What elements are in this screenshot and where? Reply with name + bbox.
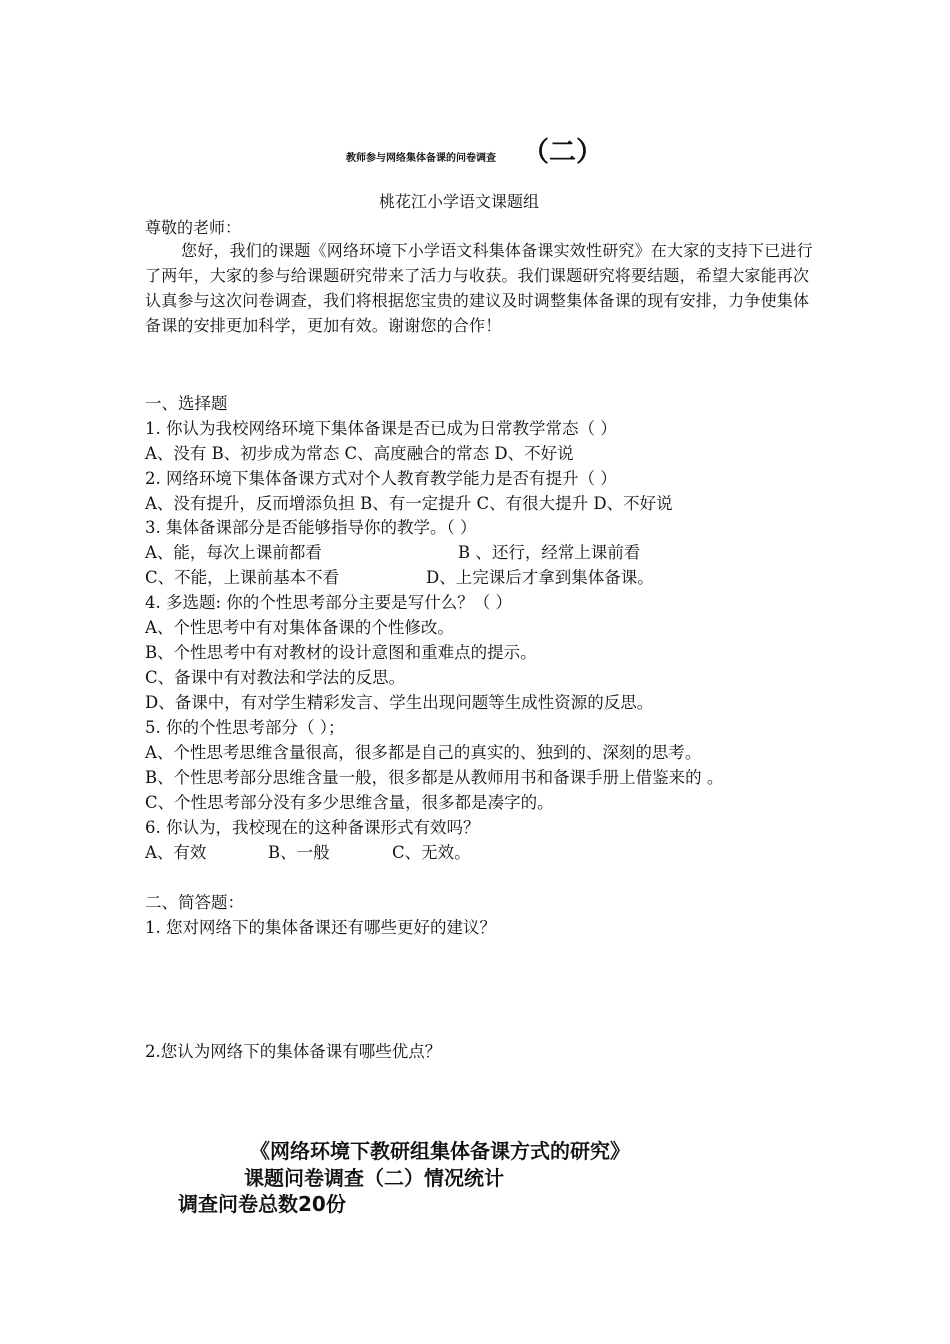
- question-6-option-a: A、有效: [145, 843, 207, 862]
- question-3-option-b: B 、还行，经常上课前看: [458, 543, 641, 562]
- section-heading-choice: 一、选择题: [145, 394, 228, 413]
- question-5-option-a: A、个性思考思维含量很高，很多都是自己的真实的、独到的、深刻的思考。: [145, 743, 702, 762]
- statistics-subtitle: 课题问卷调查（二）情况统计: [244, 1166, 504, 1190]
- question-5: 5. 你的个性思考部分（ ）；: [145, 718, 345, 737]
- question-6-option-b: B、一般: [268, 843, 330, 862]
- question-6-option-c: C、无效。: [392, 843, 471, 862]
- statistics-total: 调查问卷总数20份: [178, 1192, 346, 1216]
- question-1: 1. 你认为我校网络环境下集体备课是否已成为日常教学常态（ ）: [145, 419, 617, 438]
- question-4-option-a: A、个性思考中有对集体备课的个性修改。: [145, 618, 454, 637]
- question-6: 6. 你认为，我校现在的这种备课形式有效吗？: [145, 818, 480, 837]
- question-3: 3. 集体备课部分是否能够指导你的教学。（ ）: [145, 518, 477, 537]
- survey-title: 教师参与网络集体备课的问卷调查: [346, 153, 496, 164]
- intro-text: 您好，我们的课题《网络环境下小学语文科集体备课实效性研究》在大家的支持下已进行了两年，大家的参与给课题研究带来了活力与收获。我们课题研究将要结题，希望大家能再次认真参与这次问卷调查，我们将根据您宝贵的建议及时调整集体备课的现有安排，力争使集体备课的安排更加科学，更加有效。谢谢您的合作！: [145, 241, 813, 335]
- survey-title-number: （二）: [522, 137, 603, 168]
- question-2: 2. 网络环境下集体备课方式对个人教育教学能力是否有提升（ ）: [145, 469, 617, 488]
- question-3-option-d: D、上完课后才拿到集体备课。: [426, 568, 654, 587]
- question-4: 4. 多选题: 你的个性思考部分主要是写什么？（ ）: [145, 593, 513, 612]
- question-4-option-c: C、备课中有对教法和学法的反思。: [145, 668, 406, 687]
- question-5-option-b: B、个性思考部分思维含量一般，很多都是从教师用书和备课手册上借鉴来的 。: [145, 768, 724, 787]
- question-4-option-d: D、备课中，有对学生精彩发言、学生出现问题等生成性资源的反思。: [145, 693, 654, 712]
- intro-paragraph: [145, 238, 815, 338]
- statistics-title: 《网络环境下教研组集体备课方式的研究》: [250, 1139, 630, 1163]
- question-5-option-c: C、个性思考部分没有多少思维含量，很多都是凑字的。: [145, 793, 554, 812]
- question-3-option-c: C、不能，上课前基本不看: [145, 568, 340, 587]
- short-answer-question-1: 1. 您对网络下的集体备课还有哪些更好的建议？: [145, 918, 496, 937]
- greeting: 尊敬的老师：: [145, 218, 242, 237]
- short-answer-question-2: 2.您认为网络下的集体备课有哪些优点？: [145, 1042, 442, 1061]
- question-3-option-a: A、能，每次上课前都看: [145, 543, 322, 562]
- section-heading-short-answer: 二、简答题：: [145, 893, 244, 912]
- question-1-options: A、没有 B、初步成为常态 C、高度融合的常态 D、不好说: [145, 444, 574, 463]
- question-2-options: A、没有提升，反而增添负担 B、有一定提升 C、有很大提升 D、不好说: [145, 494, 673, 513]
- question-4-option-b: B、个性思考中有对教材的设计意图和重难点的提示。: [145, 643, 537, 662]
- survey-author: 桃花江小学语文课题组: [379, 192, 540, 211]
